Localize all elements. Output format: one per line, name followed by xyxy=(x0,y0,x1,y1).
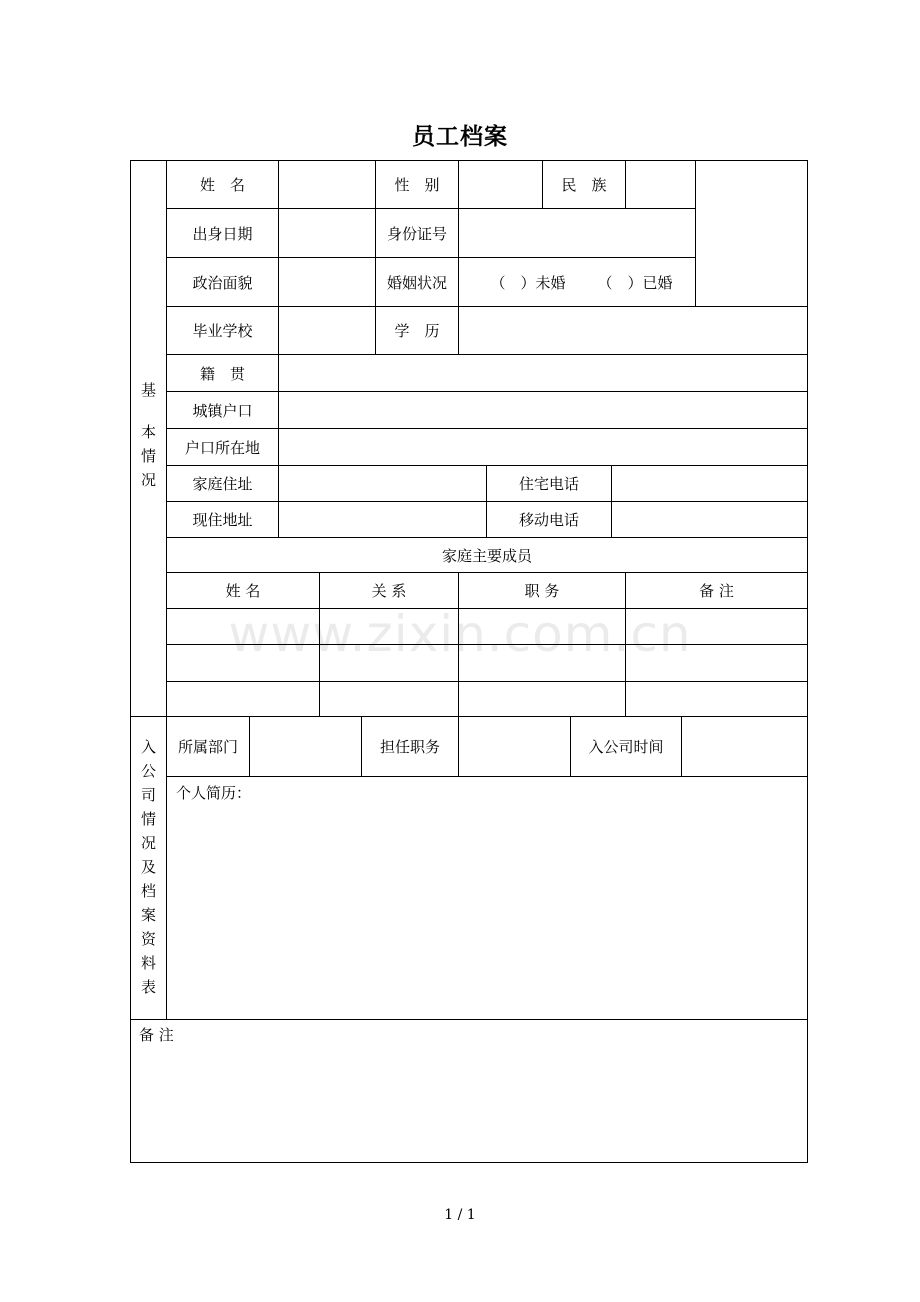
family-cell[interactable] xyxy=(626,609,807,644)
field-home-phone[interactable] xyxy=(612,466,807,501)
section-char: 况 xyxy=(140,834,156,852)
family-cell[interactable] xyxy=(320,609,458,644)
option-unmarried[interactable]: （ ）未婚 xyxy=(490,273,566,292)
label-marital-status: 婚姻状况 xyxy=(386,273,447,292)
option-married[interactable]: （ ）已婚 xyxy=(597,273,673,292)
section-char: 资 xyxy=(140,930,156,948)
field-current-address[interactable] xyxy=(279,502,486,537)
section-char: 本 xyxy=(140,423,156,441)
section-char: 情 xyxy=(140,447,156,465)
field-hukou-location[interactable] xyxy=(279,429,807,465)
field-gender[interactable] xyxy=(459,161,542,208)
family-cell[interactable] xyxy=(459,609,625,644)
family-col-name: 姓 名 xyxy=(225,582,261,600)
label-birth-date: 出身日期 xyxy=(192,224,253,243)
resume-label: 个人简历： xyxy=(176,784,252,802)
label-mobile-phone: 移动电话 xyxy=(518,511,579,529)
label-id-number: 身份证号 xyxy=(386,224,447,243)
field-graduate-school[interactable] xyxy=(279,307,375,354)
section-char: 表 xyxy=(140,978,156,996)
photo-field[interactable] xyxy=(696,161,807,306)
watermark-text: www.zixin.com.cn xyxy=(228,605,692,663)
field-position[interactable] xyxy=(459,717,570,776)
label-department: 所属部门 xyxy=(177,738,238,756)
label-current-address: 现住地址 xyxy=(192,511,253,529)
family-cell[interactable] xyxy=(167,645,319,681)
section-char: 情 xyxy=(140,810,156,828)
label-position: 担任职务 xyxy=(379,738,440,756)
section-label-basic xyxy=(130,378,167,492)
section-char: 档 xyxy=(140,882,156,900)
label-urban-hukou: 城镇户口 xyxy=(192,401,253,420)
field-political-status[interactable] xyxy=(279,258,375,306)
field-urban-hukou[interactable] xyxy=(279,392,807,428)
field-birth-date[interactable] xyxy=(279,209,375,257)
family-col-job: 职 务 xyxy=(524,582,560,600)
family-cell[interactable] xyxy=(320,645,458,681)
field-department[interactable] xyxy=(250,717,361,776)
section-char: 入 xyxy=(140,738,156,756)
family-cell[interactable] xyxy=(626,682,807,716)
label-ethnicity: 民 族 xyxy=(561,176,607,194)
remarks-field[interactable] xyxy=(139,1024,799,1158)
section-char: 案 xyxy=(140,906,156,924)
field-name[interactable] xyxy=(279,161,375,208)
label-home-phone: 住宅电话 xyxy=(518,475,579,493)
section-char: 及 xyxy=(140,858,156,876)
document-title: 员工档案 xyxy=(412,124,508,150)
family-cell[interactable] xyxy=(320,682,458,716)
family-cell[interactable] xyxy=(459,645,625,681)
field-native-place[interactable] xyxy=(279,355,807,391)
field-join-date[interactable] xyxy=(682,717,807,776)
resume-field[interactable] xyxy=(176,782,796,1014)
family-col-relation: 关 系 xyxy=(371,582,407,600)
label-join-date: 入公司时间 xyxy=(588,738,664,756)
label-gender: 性 别 xyxy=(394,176,440,194)
field-id-number[interactable] xyxy=(459,209,695,257)
page-number: 1 / 1 xyxy=(444,1207,476,1223)
section-char: 司 xyxy=(140,786,156,804)
family-cell[interactable] xyxy=(167,682,319,716)
label-native-place: 籍 贯 xyxy=(199,364,245,383)
family-cell[interactable] xyxy=(167,609,319,644)
label-political-status: 政治面貌 xyxy=(192,273,253,292)
family-heading: 家庭主要成员 xyxy=(441,546,532,565)
section-char: 况 xyxy=(140,471,156,489)
family-col-remarks: 备 注 xyxy=(699,582,734,600)
family-cell[interactable] xyxy=(459,682,625,716)
section-char: 公 xyxy=(140,762,156,780)
field-mobile-phone[interactable] xyxy=(612,502,807,537)
remarks-label: 备 注 xyxy=(139,1026,174,1044)
family-cell[interactable] xyxy=(626,645,807,681)
section-char: 料 xyxy=(140,954,156,972)
label-graduate-school: 毕业学校 xyxy=(192,322,253,340)
section-label-company xyxy=(130,735,167,999)
field-education[interactable] xyxy=(459,307,807,354)
label-education: 学 历 xyxy=(394,322,440,340)
label-home-address: 家庭住址 xyxy=(192,475,253,493)
label-hukou-location: 户口所在地 xyxy=(184,438,260,457)
field-home-address[interactable] xyxy=(279,466,486,501)
field-ethnicity[interactable] xyxy=(626,161,695,208)
label-name: 姓 名 xyxy=(199,176,245,194)
section-char: 基 xyxy=(140,381,156,399)
